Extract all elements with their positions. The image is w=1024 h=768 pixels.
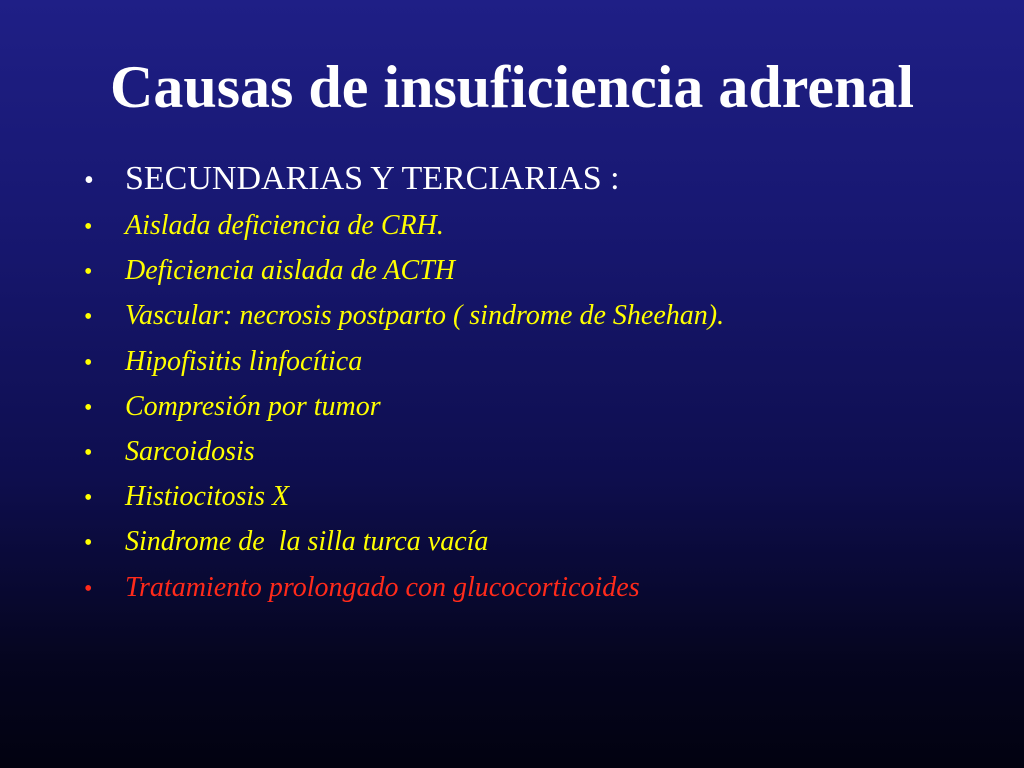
list-item-text: Hipofisitis linfocítica: [125, 345, 363, 377]
bullet-icon: •: [84, 259, 93, 286]
bullet-icon: •: [84, 575, 93, 602]
list-item-text: Vascular: necrosis postparto ( sindrome de Sheehan).: [125, 300, 725, 332]
bullet-icon: •: [84, 485, 93, 512]
list-item: [84, 391, 724, 436]
list-item-text: Deficiencia aislada de ACTH: [125, 255, 455, 287]
list-item: [84, 210, 724, 255]
list-item-text: Compresión por tumor: [125, 390, 381, 422]
list-item: [84, 255, 724, 300]
list-heading: [84, 160, 724, 210]
list-item-text: Histiocitosis X: [125, 481, 290, 513]
list-heading-text: SECUNDARIAS Y TERCIARIAS :: [125, 160, 620, 197]
list-item-text: Aislada deficiencia de CRH.: [125, 210, 444, 241]
list-item: [84, 526, 724, 571]
bullet-icon: •: [84, 439, 93, 466]
list-item: [84, 481, 724, 526]
bullet-icon: •: [84, 530, 93, 557]
bullet-icon: •: [84, 349, 93, 376]
list-item: [84, 436, 724, 481]
bullet-icon: •: [84, 394, 93, 421]
bullet-icon: •: [84, 304, 93, 331]
list-item-text: Sindrome de la silla turca vacía: [125, 526, 489, 558]
list-item-highlighted: [84, 572, 724, 617]
causes-list: [84, 160, 724, 617]
list-item-text: Sarcoidosis: [125, 435, 255, 467]
bullet-icon: •: [84, 165, 94, 196]
bullet-icon: •: [84, 214, 93, 240]
slide-title: Causas de insuficiencia adrenal: [110, 54, 914, 120]
list-item: [84, 300, 724, 345]
list-item-text: Tratamiento prolongado con glucocorticoides: [125, 571, 640, 603]
list-item: [84, 346, 724, 391]
